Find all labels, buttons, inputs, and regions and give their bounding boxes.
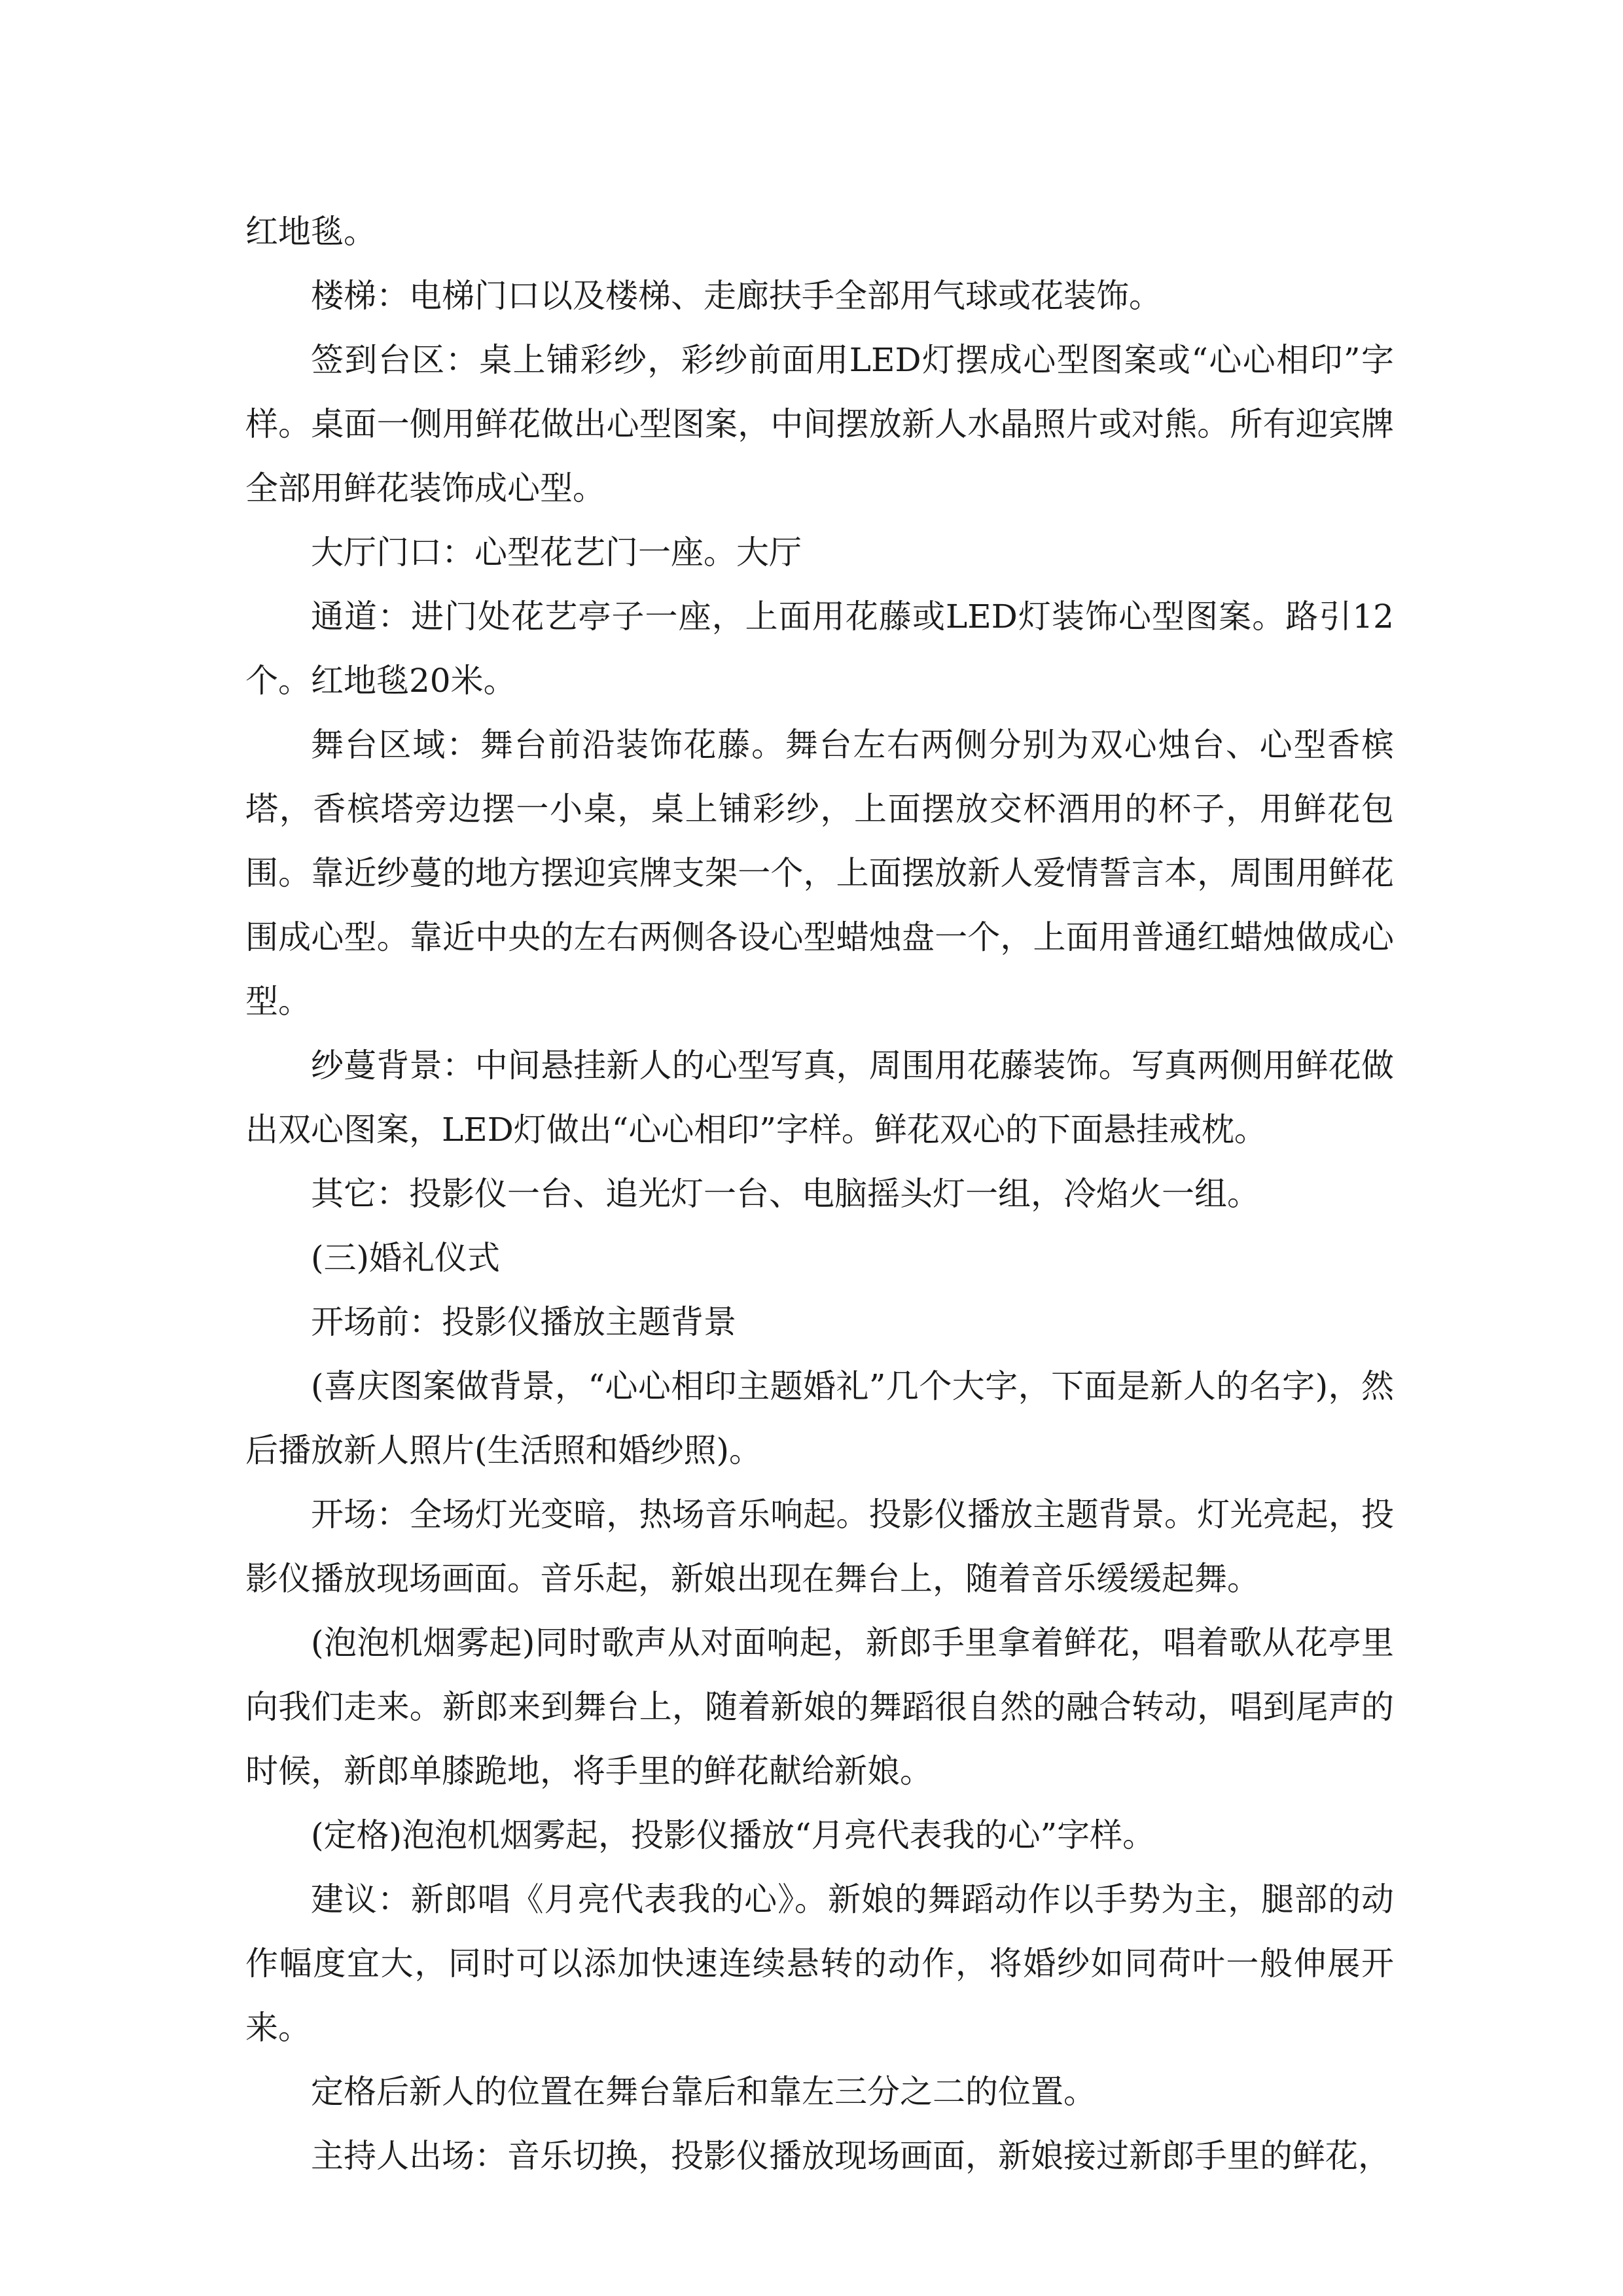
- section-heading: (三)婚礼仪式: [311, 1239, 501, 1277]
- paragraph: (定格)泡泡机烟雾起，投影仪播放“月亮代表我的心”字样。: [311, 1816, 1156, 1854]
- paragraph: 楼梯：电梯门口以及楼梯、走廊扶手全部用气球或花装饰。: [311, 277, 1162, 315]
- paragraph: 签到台区：桌上铺彩纱，彩纱前面用LED灯摆成心型图案或“心心相印”字样。桌面一侧用鲜花做出心型图案，中间摆放新人水晶照片或对熊。所有迎宾牌全部用鲜花装饰成心型。: [245, 341, 1394, 507]
- paragraph: 其它：投影仪一台、追光灯一台、电脑摇头灯一组，冷焰火一组。: [311, 1175, 1260, 1213]
- paragraph: 开场前：投影仪播放主题背景: [311, 1303, 736, 1341]
- paragraph: 建议：新郎唱《月亮代表我的心》。新娘的舞蹈动作以手势为主，腿部的动作幅度宜大，同时可以添加快速连续悬转的动作，将婚纱如同荷叶一般伸展开来。: [245, 1880, 1394, 2047]
- paragraph: 开场：全场灯光变暗，热场音乐响起。投影仪播放主题背景。灯光亮起，投影仪播放现场画面。音乐起，新娘出现在舞台上，随着音乐缓缓起舞。: [245, 1496, 1394, 1598]
- paragraph: 红地毯。: [245, 213, 376, 251]
- paragraph: 纱蔓背景：中间悬挂新人的心型写真，周围用花藤装饰。写真两侧用鲜花做出双心图案，LED灯做出“心心相印”字样。鲜花双心的下面悬挂戒枕。: [245, 1047, 1394, 1149]
- paragraph: 定格后新人的位置在舞台靠后和靠左三分之二的位置。: [311, 2073, 1096, 2111]
- paragraph: (喜庆图案做背景，“心心相印主题婚礼”几个大字，下面是新人的名字)，然后播放新人照片(生活照和婚纱照)。: [245, 1367, 1394, 1469]
- paragraph: 大厅门口：心型花艺门一座。大厅: [311, 533, 802, 571]
- paragraph: 舞台区域：舞台前沿装饰花藤。舞台左右两侧分别为双心烛台、心型香槟塔，香槟塔旁边摆一小桌，桌上铺彩纱，上面摆放交杯酒用的杯子，用鲜花包围。靠近纱蔓的地方摆迎宾牌支架一个，上面摆放新人爱情誓言本，周围用鲜花围成心型。靠近中央的左右两侧各设心型蜡烛盘一个，上面用普通红蜡烛做成心型。: [245, 726, 1394, 1020]
- document-body: [245, 200, 1394, 2188]
- paragraph: 主持人出场：音乐切换，投影仪播放现场画面，新娘接过新郎手里的鲜花，: [311, 2137, 1391, 2175]
- paragraph: 通道：进门处花艺亭子一座，上面用花藤或LED灯装饰心型图案。路引12个。红地毯20米。: [245, 598, 1394, 700]
- paragraph: (泡泡机烟雾起)同时歌声从对面响起，新郎手里拿着鲜花，唱着歌从花亭里向我们走来。新郎来到舞台上，随着新娘的舞蹈很自然的融合转动，唱到尾声的时候，新郎单膝跪地，将手里的鲜花献给新娘。: [245, 1624, 1394, 1790]
